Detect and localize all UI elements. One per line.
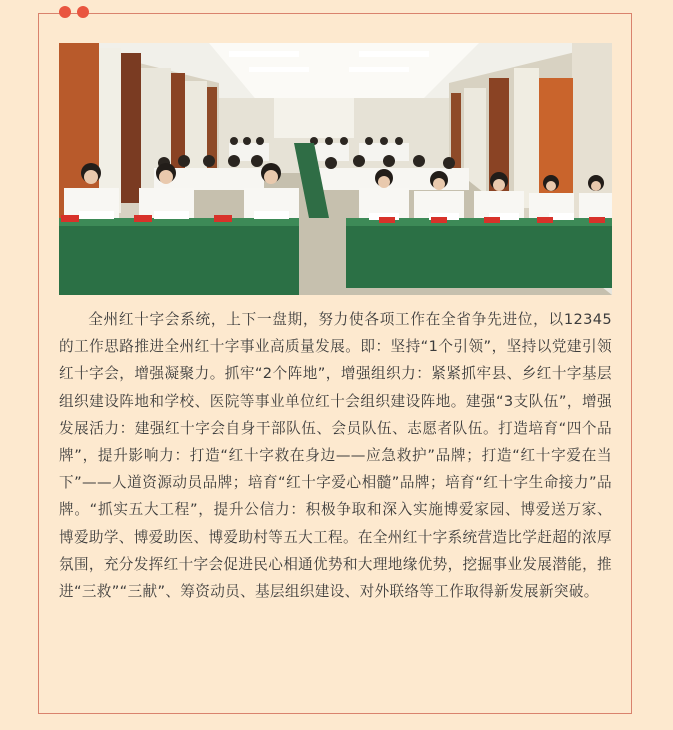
decorative-dots (59, 6, 89, 18)
dot-icon (59, 6, 71, 18)
article-paragraph: 全州红十字会系统，上下一盘期，努力使各项工作在全省争先进位，以12345的工作思路推进全州红十字事业高质量发展。即：坚持“1个引领”，坚持以党建引领红十字会，增强凝聚力。抓牢“2个阵地”，增强组织力：紧紧抓牢县、乡红十字基层组织建设阵地和学校、医院等事业单位红十会组织建设阵地。建强“3支队伍”，增强发展活力：建强红十字会自身干部队伍、会员队伍、志愿者队伍。打造培育“四个品牌”，提升影响力：打造“红十字救在身边——应急救护”品牌；打造“红十字爱在当下”——人道资源动员品牌；培育“红十字爱心相髓”品牌；培育“红十字生命接力”品牌。“抓实五大工程”，提升公信力：积极争取和深入实施博爱家园、博爱送万家、博爱助学、博爱助医、博爱助村等五大工程。在全州红十字系统营造比学赶超的浓厚氛围，充分发挥红十字会促进民心相通优势和大理地缘优势，挖掘事业发展潜能，推进“三救”“三献”、筹资动员、基层组织建设、对外联络等工作取得新发展新突破。 (59, 311, 612, 601)
meeting-photo (59, 43, 612, 295)
dot-icon (77, 6, 89, 18)
